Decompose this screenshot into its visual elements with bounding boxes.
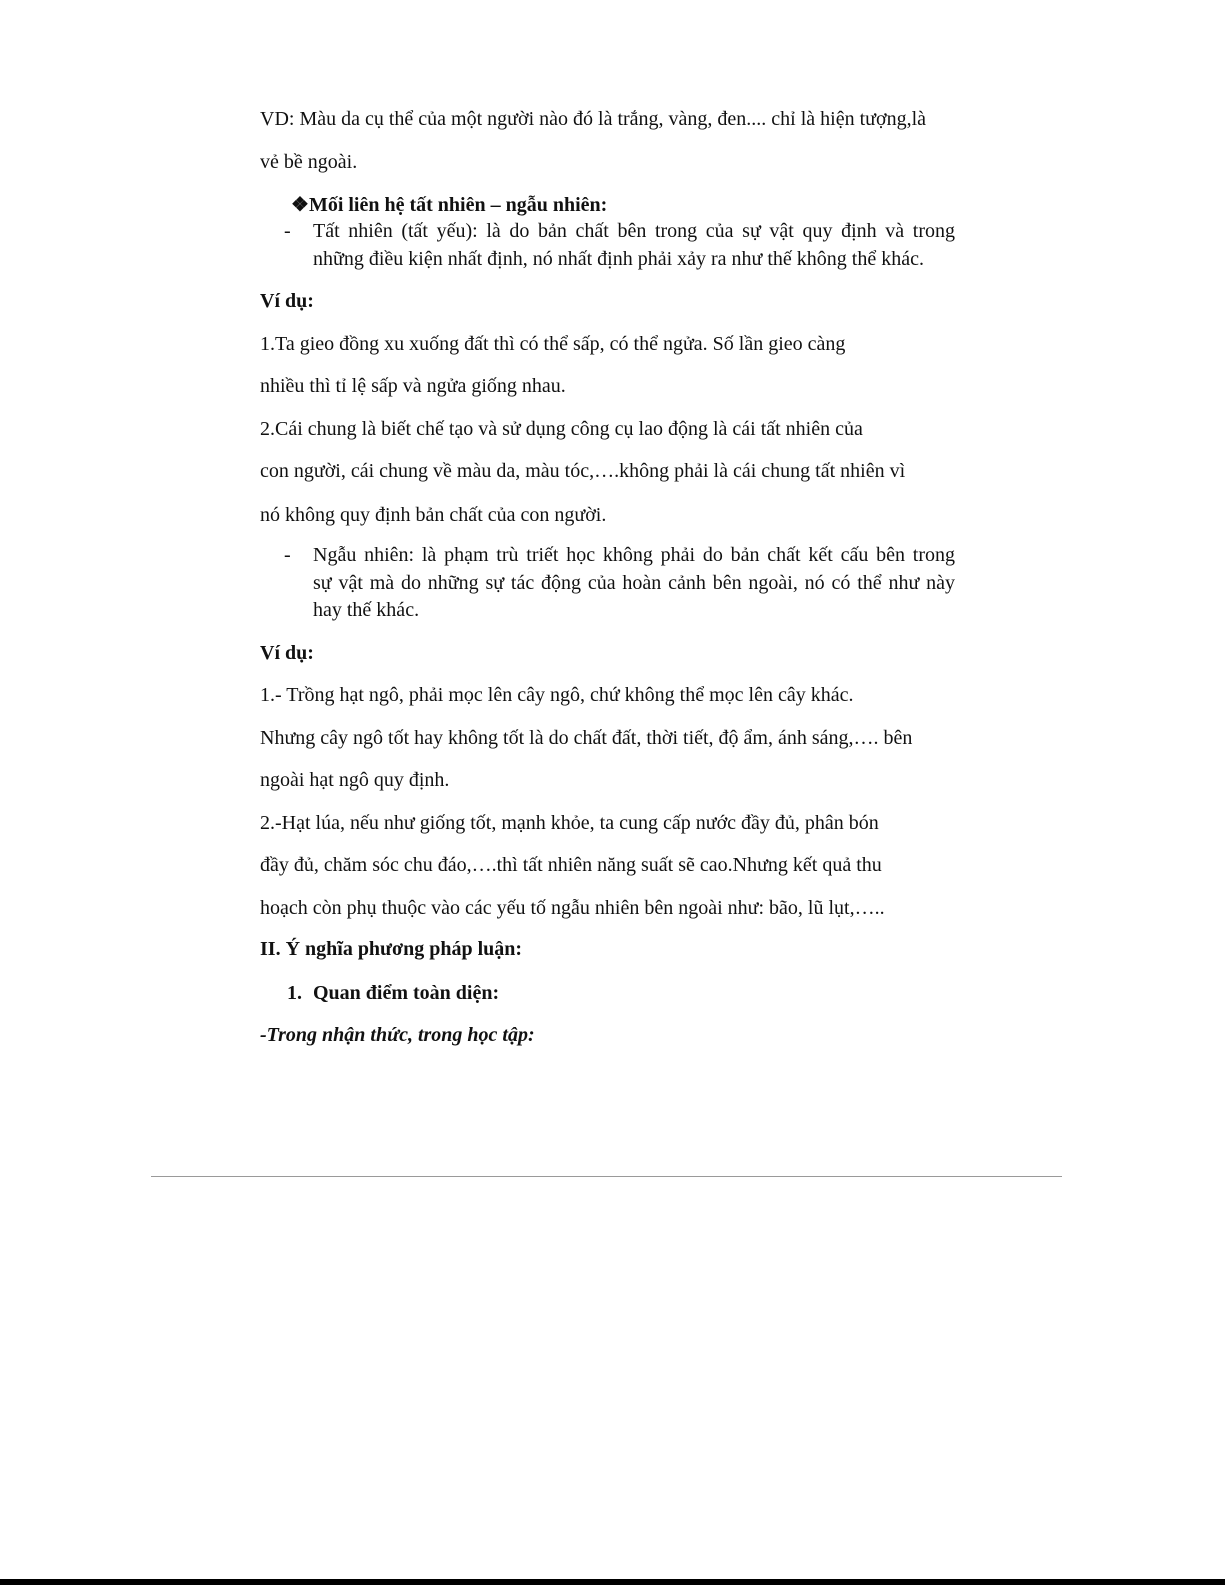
section-heading-text: Mối liên hệ tất nhiên – ngẫu nhiên: [308, 194, 608, 216]
example-vd-line-2: vẻ bề ngoài. [260, 151, 358, 173]
example-3-line-2: Nhưng cây ngô tốt hay không tốt là do chất đất, thời tiết, độ ẩm, ánh sáng,…. bên [260, 727, 913, 749]
chance-definition-line-1: Ngẫu nhiên: là phạm trù triết học không phải do bản chất kết cấu bên trong [313, 544, 955, 566]
necessity-definition-line-1: Tất nhiên (tất yếu): là do bản chất bên trong của sự vật quy định và trong [313, 220, 955, 242]
example-heading-2: Ví dụ: [260, 642, 314, 664]
example-4-line-1: 2.-Hạt lúa, nếu như giống tốt, mạnh khỏe, ta cung cấp nước đầy đủ, phân bón [260, 812, 879, 834]
list-dash: - [284, 220, 291, 242]
bottom-edge-bar [0, 1579, 1225, 1585]
example-2-line-2: con người, cái chung về màu da, màu tóc,….không phải là cái chung tất nhiên vì [260, 460, 906, 482]
example-3-line-3: ngoài hạt ngô quy định. [260, 769, 450, 791]
example-2-line-3: nó không quy định bản chất của con người. [260, 504, 607, 526]
example-heading-1: Ví dụ: [260, 290, 314, 312]
page-divider [151, 1176, 1062, 1177]
necessity-definition-line-2: những điều kiện nhất định, nó nhất định phải xảy ra như thế không thể khác. [313, 248, 924, 270]
section-heading-necessity-chance [291, 193, 607, 217]
list-dash: - [284, 544, 291, 566]
subsection-number: 1. [287, 982, 302, 1004]
section-2-heading: II. Ý nghĩa phương pháp luận: [260, 938, 523, 960]
chance-definition-line-3: hay thế khác. [313, 599, 420, 621]
example-3-line-1: 1.- Trồng hạt ngô, phải mọc lên cây ngô, chứ không thể mọc lên cây khác. [260, 684, 854, 706]
subsection-heading: Quan điểm toàn diện: [313, 982, 500, 1004]
example-2-line-1: 2.Cái chung là biết chế tạo và sử dụng công cụ lao động là cái tất nhiên của [260, 418, 863, 440]
example-vd-line-1: VD: Màu da cụ thể của một người nào đó là trắng, vàng, đen.... chỉ là hiện tượng,là [260, 108, 926, 130]
diamond-bullet-icon: ❖ [291, 194, 309, 216]
chance-definition-line-2: sự vật mà do những sự tác động của hoàn cảnh bên ngoài, nó có thể như này [313, 572, 955, 594]
example-4-line-3: hoạch còn phụ thuộc vào các yếu tố ngẫu nhiên bên ngoài như: bão, lũ lụt,….. [260, 897, 885, 919]
example-1-line-1: 1.Ta gieo đồng xu xuống đất thì có thể sấp, có thể ngửa. Số lần gieo càng [260, 333, 846, 355]
example-1-line-2: nhiều thì tỉ lệ sấp và ngửa giống nhau. [260, 375, 566, 397]
italic-subheading: -Trong nhận thức, trong học tập: [260, 1024, 535, 1046]
example-4-line-2: đầy đủ, chăm sóc chu đáo,….thì tất nhiên năng suất sẽ cao.Nhưng kết quả thu [260, 854, 882, 876]
